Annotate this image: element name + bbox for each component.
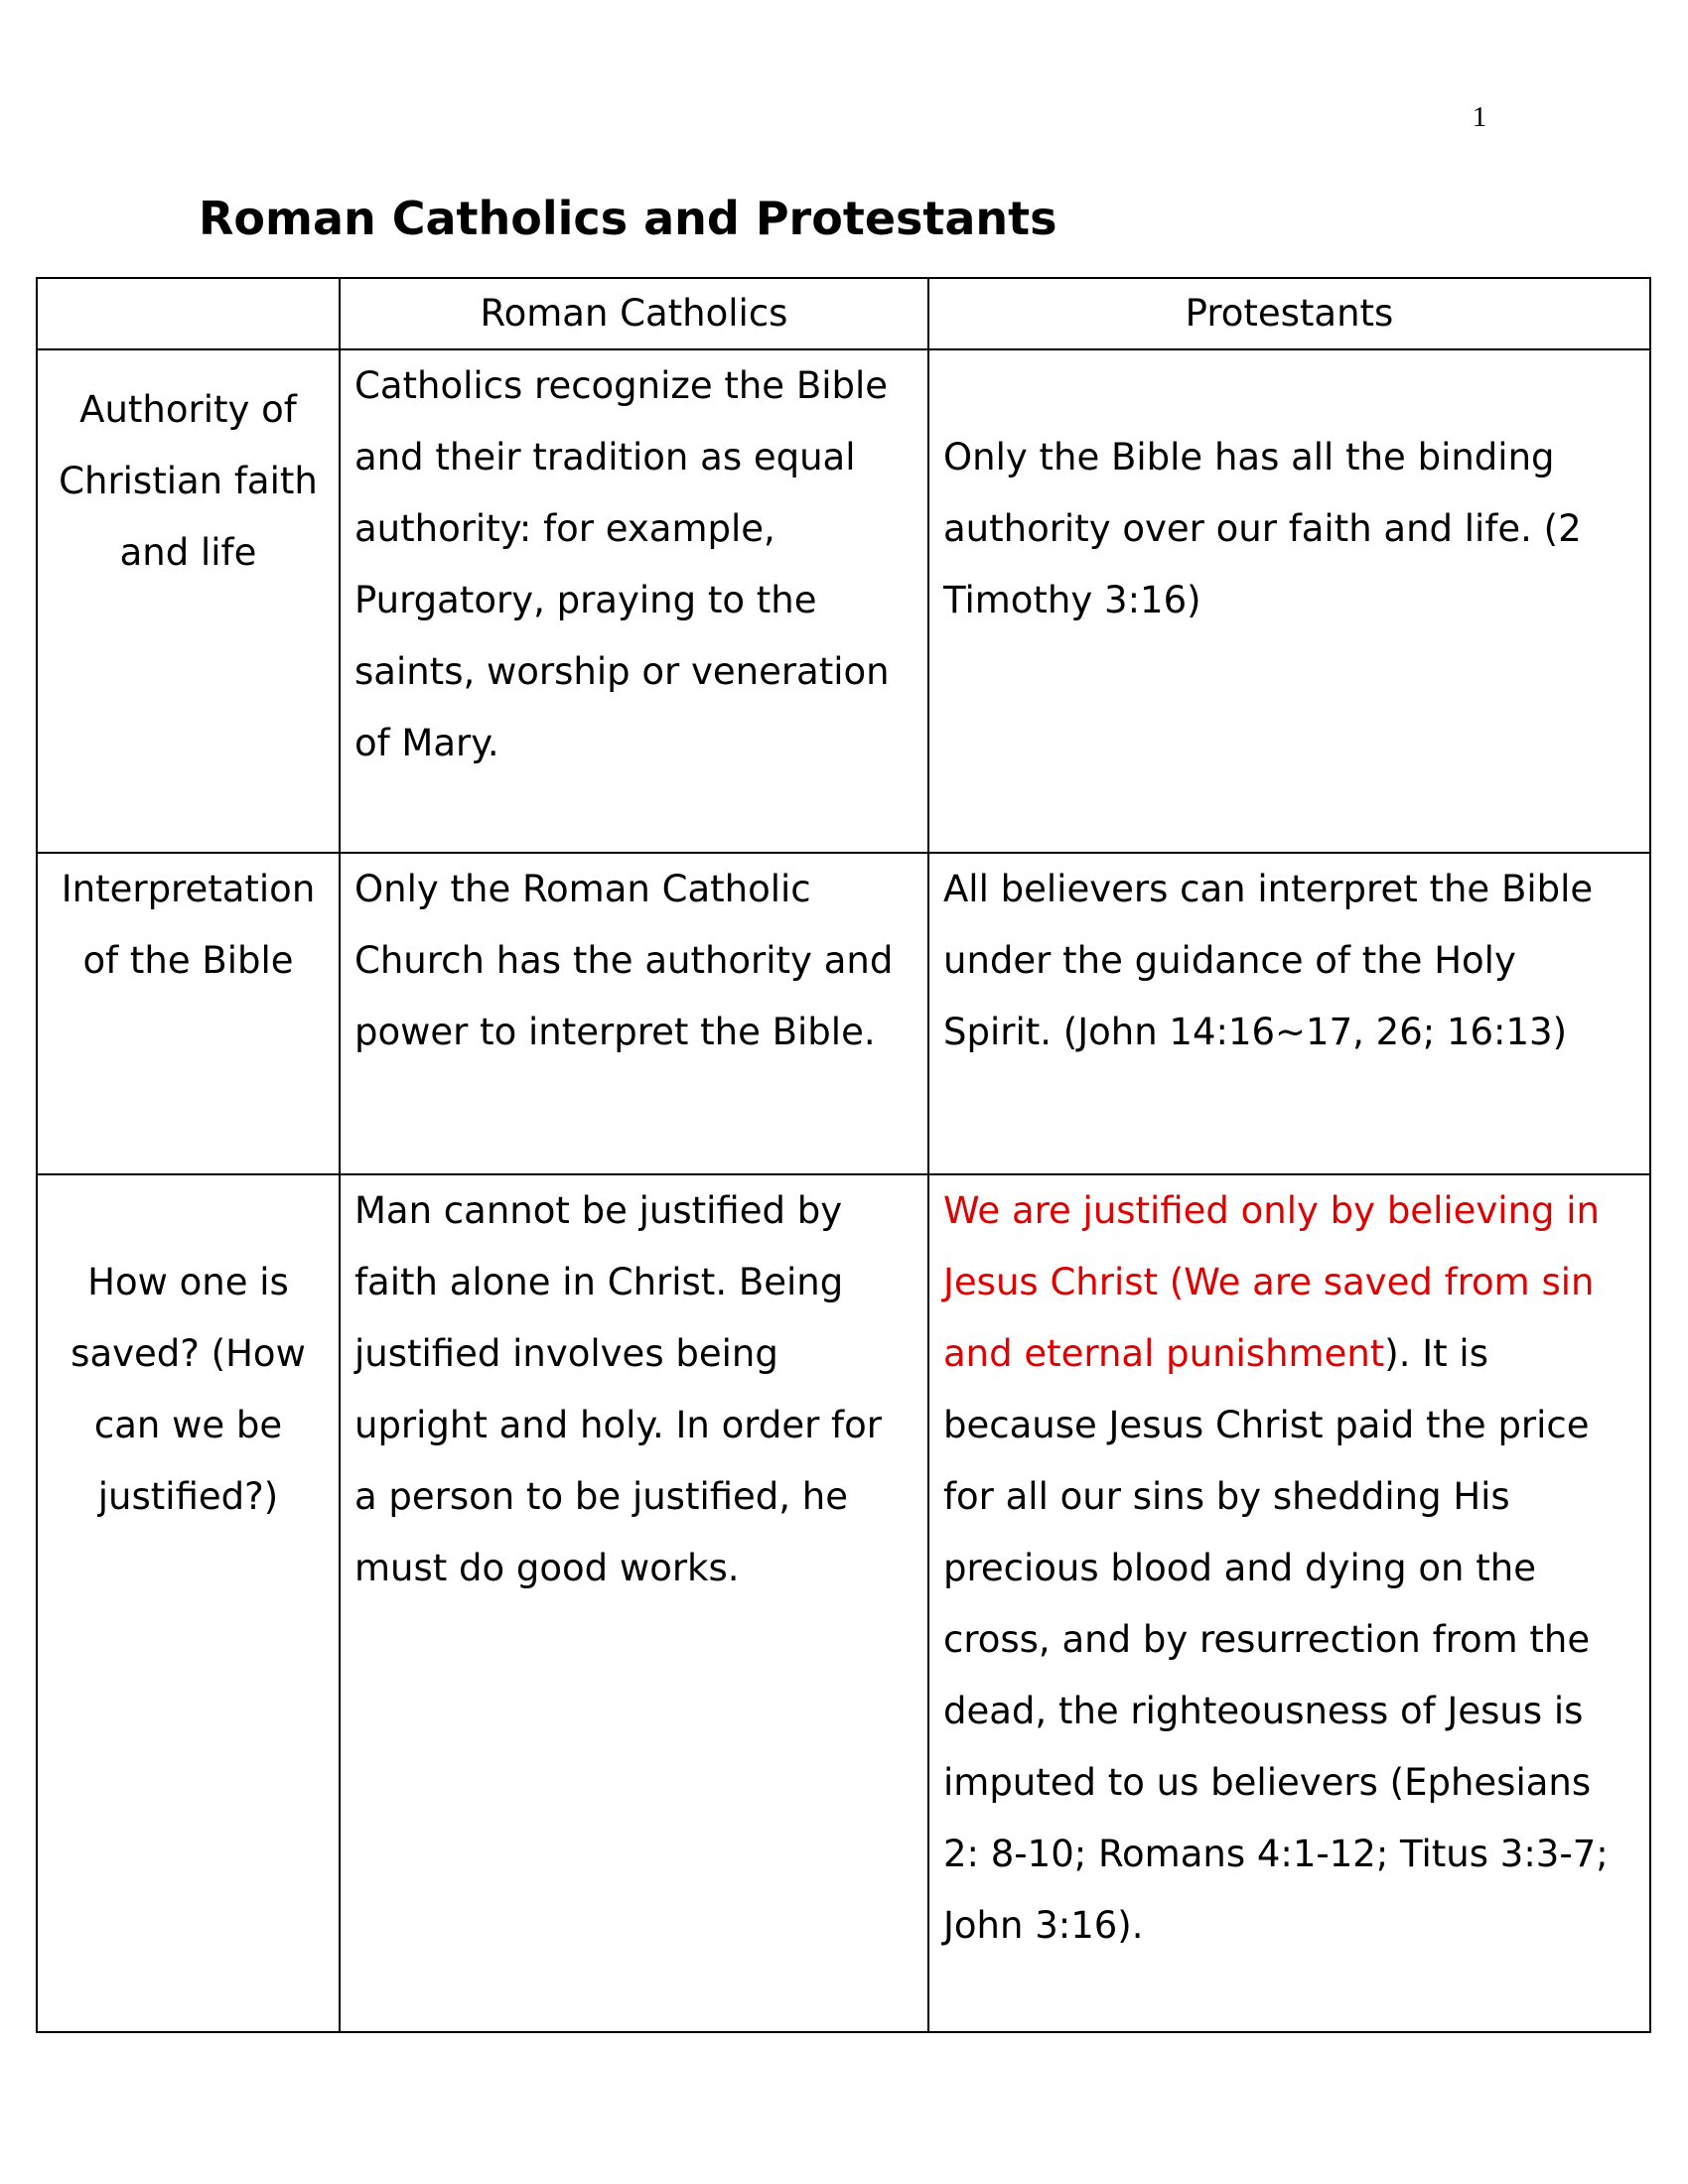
table-row-authority bbox=[37, 349, 1650, 853]
protestants-salvation-cell bbox=[928, 1174, 1650, 2032]
table-row-interpretation bbox=[37, 853, 1650, 1174]
row-label-authority: Authority of Christian faith and life bbox=[37, 349, 340, 853]
protestants-interpretation-cell: All believers can interpret the Bible under the guidance of the Holy Spirit. (John 14:16~17, 26; 16:13) bbox=[928, 853, 1650, 1174]
header-blank-cell bbox=[37, 278, 340, 349]
header-protestants: Protestants bbox=[928, 278, 1650, 349]
roman-catholics-interpretation-cell: Only the Roman Catholic Church has the authority and power to interpret the Bible. bbox=[340, 853, 928, 1174]
protestants-authority-cell: Only the Bible has all the binding authority over our faith and life. (2 Timothy 3:16) bbox=[928, 349, 1650, 853]
table-row-salvation bbox=[37, 1174, 1650, 2032]
header-row bbox=[37, 278, 1650, 349]
page-number: 1 bbox=[1472, 101, 1487, 133]
row-label-interpretation: Interpretation of the Bible bbox=[37, 853, 340, 1174]
header-roman-catholics: Roman Catholics bbox=[340, 278, 928, 349]
row-label-salvation: How one is saved? (How can we be justified?) bbox=[37, 1174, 340, 2032]
roman-catholics-authority-cell: Catholics recognize the Bible and their tradition as equal authority: for example, Purgatory, praying to the saints, worship or veneration of Mary. bbox=[340, 349, 928, 853]
salvation-explanation: ). It is because Jesus Christ paid the price for all our sins by shedding His precious blood and dying on the cross, and by resurrection from the dead, the righteousness of Jesus is imputed to us believers (Ephesians 2: 8-10; Romans 4:1-12; Titus 3:3-7; John 3:16). bbox=[943, 1332, 1609, 1947]
document-title: Roman Catholics and Protestants bbox=[199, 192, 1057, 245]
comparison-table bbox=[36, 277, 1651, 2033]
highlighted-statement: We are justified only by believing in Jesus Christ (We are saved from sin and eternal punishment bbox=[943, 1189, 1600, 1375]
roman-catholics-salvation-cell: Man cannot be justified by faith alone in Christ. Being justified involves being upright and holy. In order for a person to be justified, he must do good works. bbox=[340, 1174, 928, 2032]
